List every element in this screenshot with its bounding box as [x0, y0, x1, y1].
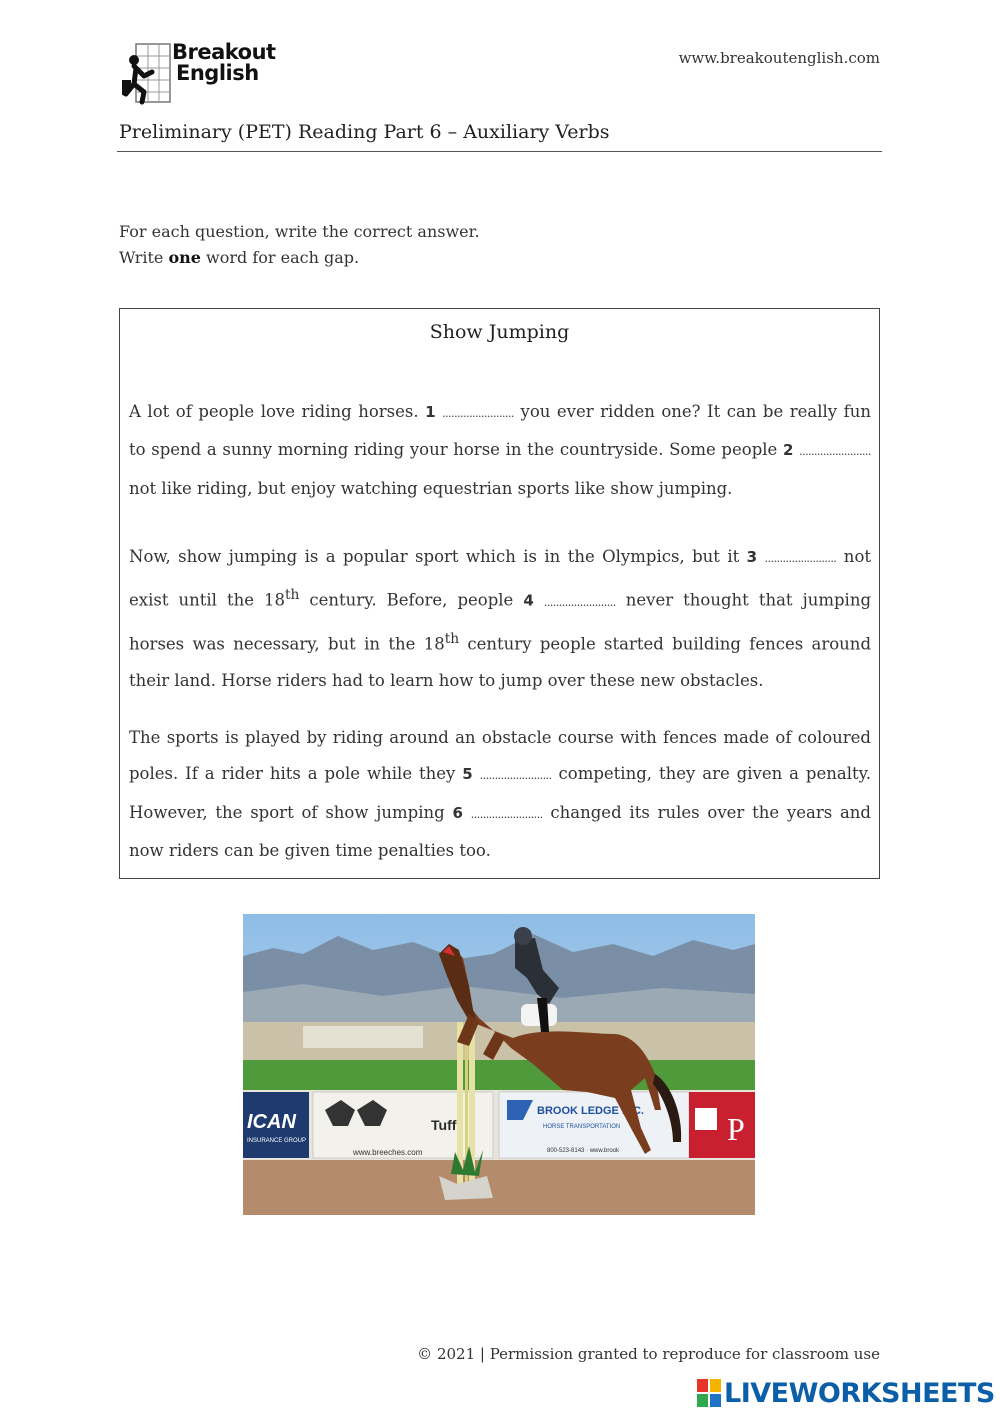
- answer-gap-4[interactable]: ........................: [543, 595, 616, 609]
- site-url[interactable]: www.breakoutenglish.com: [678, 49, 880, 67]
- instruction-line-2: [119, 245, 480, 271]
- title-divider: [117, 151, 882, 152]
- answer-gap-6[interactable]: ........................: [470, 807, 543, 821]
- instruction-text: Write: [119, 248, 169, 267]
- passage-text: competing, they are given a penalty. However, the sport of show jumping: [129, 764, 871, 822]
- passage-text: changed its rules over the years and now riders can be given time penalties too.: [129, 802, 871, 860]
- banner-text: INSURANCE GROUP: [247, 1138, 307, 1144]
- passage-text: A lot of people love riding horses.: [129, 402, 426, 421]
- instruction-line-1: For each question, write the correct answer.: [119, 222, 480, 241]
- liveworksheets-logo-icon: [697, 1379, 721, 1407]
- gap-number: 1: [425, 403, 436, 421]
- logo-wordmark: [172, 42, 276, 84]
- banner-text: BROOK LEDGE INC.: [537, 1105, 644, 1117]
- passage-text: century people started building fences around their land. Horse riders had to learn how to jump over these new obstacles.: [129, 634, 872, 690]
- paragraph-2: [129, 539, 871, 699]
- passage-text: not like riding, but enjoy watching equestrian sports like show jumping.: [129, 478, 733, 498]
- gap-number: 6: [452, 803, 463, 822]
- ordinal-suffix: th: [444, 631, 460, 648]
- banner-text: www.breeches.com: [353, 1148, 423, 1157]
- banner-text: 800-523-8143 · www.brook: [547, 1148, 620, 1154]
- paragraph-1: [129, 394, 871, 507]
- passage-text: Now, show jumping is a popular sport which is in the Olympics, but it: [129, 547, 747, 566]
- banner-text: HORSE TRANSPORTATION: [543, 1124, 621, 1130]
- show-jumping-photo: [243, 914, 755, 1215]
- gap-number: 3: [746, 548, 758, 566]
- liveworksheets-wordmark: LIVEWORKSHEETS: [724, 1378, 995, 1409]
- liveworksheets-watermark[interactable]: [697, 1377, 997, 1411]
- breakout-english-logo: [122, 40, 282, 108]
- instruction-text: word for each gap.: [200, 248, 360, 267]
- banner-text: Tuff: [431, 1117, 457, 1133]
- banner-text: ICAN: [247, 1111, 296, 1133]
- answer-gap-2[interactable]: ........................: [799, 445, 871, 459]
- banner-text: P: [727, 1111, 745, 1147]
- page-title: Preliminary (PET) Reading Part 6 – Auxiliary Verbs: [119, 121, 610, 143]
- answer-gap-1[interactable]: ........................: [442, 407, 515, 420]
- passage-text: you ever ridden one? It can be really fun to spend a sunny morning riding your horse in the countryside. Some people: [129, 402, 871, 460]
- logo-line-1: Breakout: [172, 40, 276, 64]
- running-man-icon: [122, 42, 172, 106]
- passage-text: not exist until the 18: [129, 547, 872, 610]
- gap-number: 2: [782, 441, 794, 460]
- gap-number: 5: [462, 765, 473, 784]
- gap-number: 4: [523, 591, 534, 610]
- ordinal-suffix: th: [285, 587, 300, 604]
- passage-text: century. Before, people: [299, 590, 524, 610]
- instructions: [119, 219, 480, 271]
- paragraph-3: [129, 720, 871, 869]
- copyright-notice: © 2021 | Permission granted to reproduce for classroom use: [417, 1345, 880, 1363]
- answer-gap-5[interactable]: ........................: [479, 769, 552, 783]
- instruction-bold: one: [168, 248, 201, 267]
- passage-text: The sports is played by riding around an obstacle course with fences made of coloured poles. If a rider hits a pole while they: [129, 728, 871, 784]
- logo-line-2: English: [176, 61, 259, 85]
- answer-gap-3[interactable]: ........................: [764, 552, 837, 565]
- passage-title: Show Jumping: [429, 321, 570, 343]
- passage-box: [119, 308, 880, 879]
- passage-text: never thought that jumping horses was necessary, but in the 18: [129, 590, 872, 654]
